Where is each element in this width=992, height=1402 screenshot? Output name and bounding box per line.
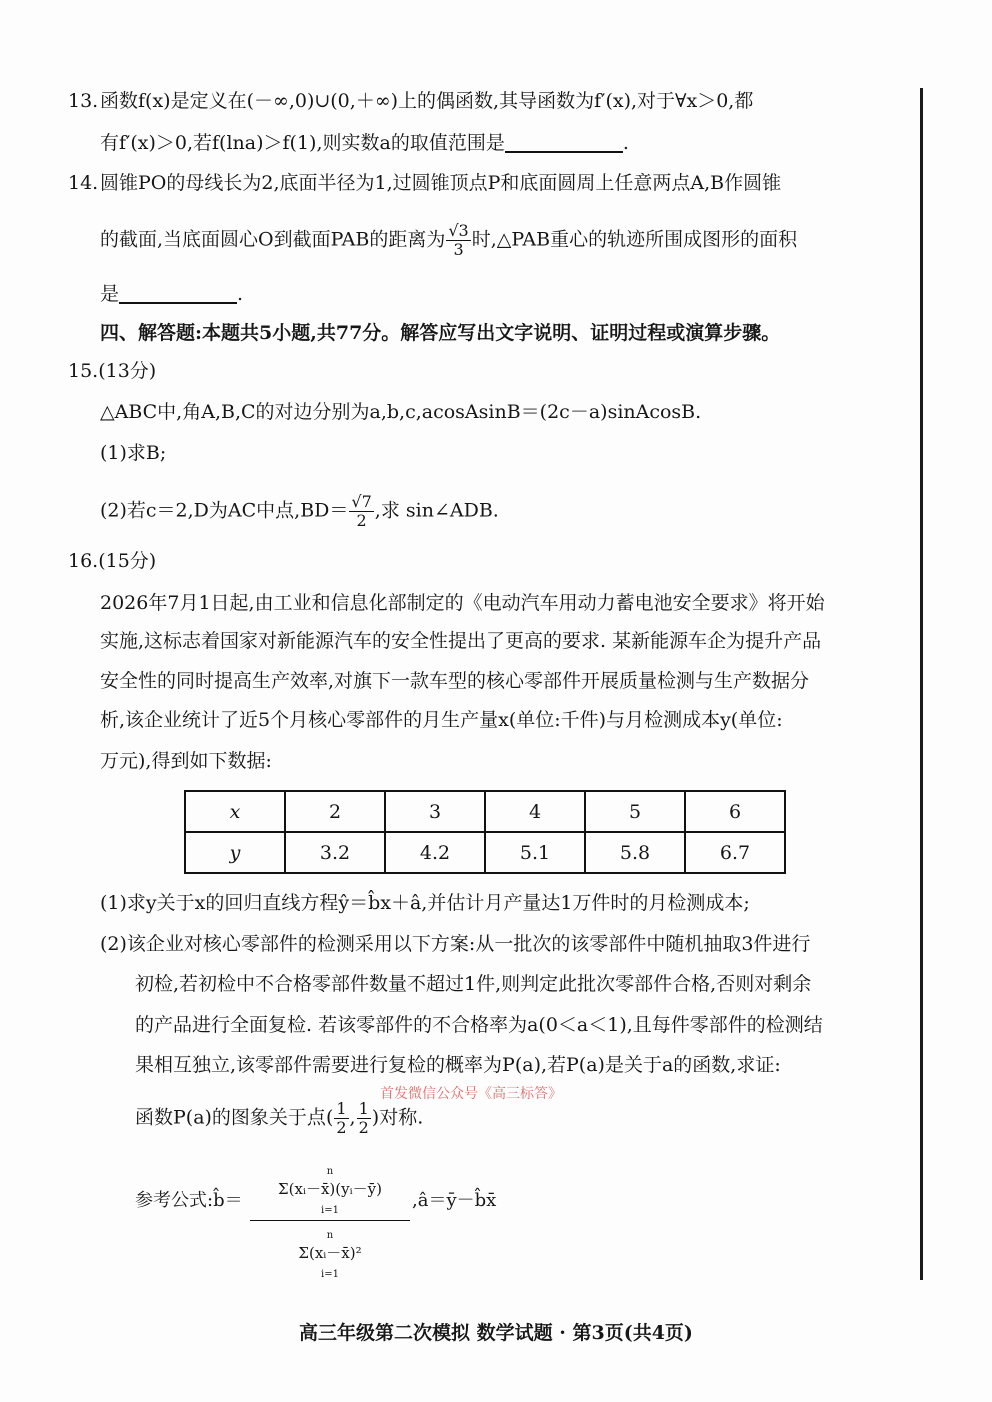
formula-numerator [250,1160,410,1221]
table-cell: 3 [385,791,485,832]
q13-line2 [100,130,629,156]
q16-last-b: )对称. [371,1106,424,1129]
formula-num-text: Σ(xᵢ－x̄)(yᵢ－ȳ) [278,1180,382,1198]
table-cell: 5.8 [585,832,685,873]
frac-den: 2 [336,1118,347,1137]
table-cell: 4 [485,791,585,832]
q16-part2-line: (2)该企业对核心零部件的检测采用以下方案:从一批次的该零部件中随机抽取3件进行 [100,933,811,955]
table-cell: 2 [285,791,385,832]
q16-part2-line: 果相互独立,该零部件需要进行复检的概率为P(a),若P(a)是关于a的函数,求证: [135,1054,781,1076]
table-cell: 3.2 [285,832,385,873]
q16-header [68,548,156,574]
table-cell: y [185,832,285,873]
q16-para-line: 实施,这标志着国家对新能源汽车的安全性提出了更高的要求. 某新能源车企为提升产品 [100,630,822,652]
q15-part1: (1)求B; [100,442,167,464]
q14-line2b: 时,△PAB重心的轨迹所围成图形的面积 [471,228,798,251]
q16-frac2 [357,1100,371,1137]
frac-num: 1 [336,1099,347,1118]
frac-num: 1 [358,1099,369,1118]
watermark-text: 首发微信公众号《高三标答》 [380,1086,562,1102]
q16-para-line: 2026年7月1日起,由工业和信息化部制定的《电动汽车用动力蓄电池安全要求》将开始 [100,592,825,614]
q16-para-line: 安全性的同时提高生产效率,对旗下一款车型的核心零部件开展质量检测与生产数据分 [100,670,810,692]
q16-para-line: 析,该企业统计了近5个月核心零部件的月生产量x(单位:千件)与月检测成本y(单位: [100,709,783,731]
formula-tail: ,â＝ȳ－b̂x̄ [412,1190,497,1211]
table-cell: 5.1 [485,832,585,873]
table-cell: 6 [685,791,785,832]
q15-part2 [100,493,499,530]
table-cell: x [185,791,285,832]
formula-fraction [250,1160,410,1281]
q14-frac-den: 3 [453,240,464,259]
q15-part2b: ,求 sin∠ADB. [374,499,499,522]
formula-den-text: Σ(xᵢ－x̄)² [298,1244,362,1262]
sum-top: n [326,1166,334,1177]
q14-line3 [100,281,243,307]
page-footer: 高三年级第二次模拟 数学试题 · 第3页(共4页) [299,1322,693,1344]
q13-line1: 函数f(x)是定义在(－∞,0)∪(0,＋∞)上的偶函数,其导函数为f′(x),对于∀x＞0,都 [100,90,754,112]
q16-last-a: 函数P(a)的图象关于点( [135,1106,334,1129]
q13-number: 13. [68,90,99,112]
q15-header [68,358,156,384]
q16-number: 16. [68,550,99,572]
q13-end: . [622,132,629,154]
q14-answer-blank[interactable] [119,284,237,304]
q16-para-line: 万元),得到如下数据: [100,750,272,772]
formula-label: 参考公式:b̂＝ [135,1190,243,1211]
q15-frac-den: 2 [356,511,367,530]
q15-score: (13分) [98,360,157,382]
q15-stem: △ABC中,角A,B,C的对边分别为a,b,c,acosAsinB＝(2c－a)sinAcosB. [100,401,702,423]
q13-line2-text: 有f′(x)＞0,若f(lna)＞f(1),则实数a的取值范围是 [100,132,505,154]
q15-fraction [349,493,373,530]
table-cell: 6.7 [685,832,785,873]
sum-top: n [326,1230,334,1241]
margin-rule [920,88,923,1280]
frac-den: 2 [358,1118,369,1137]
q14-line3-text: 是 [100,283,120,305]
q16-sep: , [349,1106,356,1129]
table-row [185,791,785,832]
q14-line2 [100,222,797,259]
q16-score: (15分) [98,550,157,572]
q15-frac-num: √7 [351,492,372,511]
q14-number: 14. [68,172,99,194]
q14-fraction [446,222,470,259]
table-cell: 4.2 [385,832,485,873]
table-row [185,832,785,873]
q16-part1: (1)求y关于x的回归直线方程ŷ＝b̂x＋â,并估计月产量达1万件时的月检测成本; [100,892,750,914]
q13-answer-blank[interactable] [505,133,623,153]
q14-line2a: 的截面,当底面圆心O到截面PAB的距离为 [100,228,446,251]
sum-bottom: i=1 [321,1269,339,1280]
section4-heading: 四、解答题:本题共5小题,共77分。解答应写出文字说明、证明过程或演算步骤。 [100,322,781,344]
formula-denominator [250,1221,410,1281]
q14-line1: 圆锥PO的母线长为2,底面半径为1,过圆锥顶点P和底面圆周上任意两点A,B作圆锥 [100,172,782,194]
q16-data-table [184,790,786,874]
q14-end: . [237,283,244,305]
q16-part2-line: 初检,若初检中不合格零部件数量不超过1件,则判定此批次零部件合格,否则对剩余 [135,973,812,995]
q16-part2-last [135,1100,423,1137]
q14-frac-num: √3 [448,221,469,240]
sum-bottom: i=1 [321,1205,339,1216]
q16-part2-line: 的产品进行全面复检. 若该零部件的不合格率为a(0＜a＜1),且每件零部件的检测结 [135,1014,823,1036]
q16-frac1 [334,1100,348,1137]
q15-number: 15. [68,360,99,382]
table-cell: 5 [585,791,685,832]
q15-part2a: (2)若c＝2,D为AC中点,BD＝ [100,499,349,522]
